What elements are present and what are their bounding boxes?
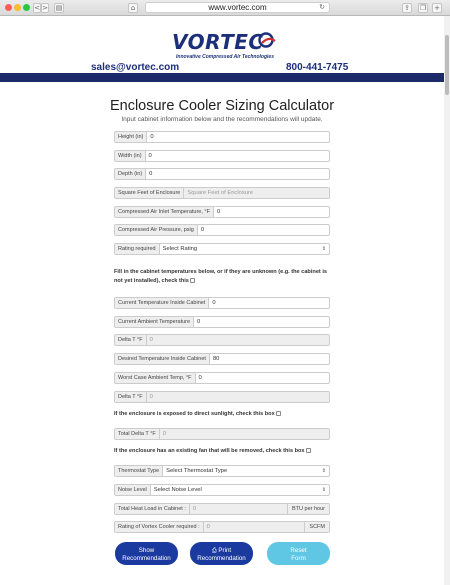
delta2-output: 0	[147, 392, 329, 402]
printer-icon: ⎙	[211, 547, 217, 554]
cooler-rating-output: 0	[204, 522, 305, 532]
heat-load-unit: BTU per hour	[287, 504, 329, 514]
browser-toolbar	[0, 0, 450, 16]
address-bar[interactable]	[145, 2, 330, 13]
total-delta-row	[114, 428, 330, 440]
close-window-icon[interactable]	[5, 4, 12, 11]
desired-inside-row	[114, 353, 330, 365]
heat-load-row	[114, 503, 330, 515]
width-label: Width (in)	[115, 151, 146, 161]
reload-icon[interactable]: ↻	[319, 3, 325, 11]
unknown-temps-checkbox[interactable]	[190, 278, 195, 283]
cooler-rating-row	[114, 521, 330, 533]
current-ambient-row	[114, 316, 330, 328]
noise-row	[114, 484, 330, 496]
header-bar	[0, 73, 444, 82]
desired-inside-input[interactable]: 80	[212, 356, 220, 362]
reset-button-line2: Form	[291, 555, 306, 562]
depth-row	[114, 168, 330, 180]
cooler-rating-unit: SCFM	[304, 522, 329, 532]
back-button[interactable]: <	[34, 4, 40, 12]
noise-select-value: Select Noise Level	[153, 487, 202, 493]
phone-number[interactable]: 800-441-7475	[286, 62, 349, 73]
pressure-label: Compressed Air Pressure, psig	[115, 225, 198, 235]
sqft-input: Square Feet of Enclosure	[184, 188, 329, 198]
cabinet-temp-note-text: Fill in the cabinet temperatures below, or if they are unknown (e.g. the cabinet is not yet installed), check this	[114, 269, 328, 284]
print-recommendation-button[interactable]	[190, 542, 253, 565]
url-text: www.vortec.com	[208, 3, 267, 12]
height-label: Height (in)	[115, 132, 147, 142]
width-input[interactable]: 0	[148, 153, 152, 159]
current-inside-label: Current Temperature Inside Cabinet	[115, 298, 209, 308]
heat-load-label: Total Heat Load in Cabinet :	[115, 504, 190, 514]
thermostat-select-value: Select Thermostat Type	[166, 468, 228, 474]
tabs-icon[interactable]: ❐	[419, 4, 427, 12]
worst-ambient-label: Worst Case Ambient Temp, °F	[115, 373, 196, 383]
cooler-rating-label: Rating of Vortex Cooler required :	[115, 522, 204, 532]
current-ambient-label: Current Ambient Temperature	[115, 317, 194, 327]
total-delta-output: 0	[160, 429, 329, 439]
rating-label: Rating required	[115, 244, 160, 254]
rating-row	[114, 243, 330, 255]
minimize-window-icon[interactable]	[14, 4, 21, 11]
cabinet-temp-note	[114, 268, 332, 286]
sunlight-note-text: If the enclosure is exposed to direct sunlight, check this box	[114, 411, 275, 417]
print-button-line2: Recommendation	[197, 555, 246, 562]
share-icon[interactable]: ⇪	[402, 3, 412, 13]
depth-input[interactable]: 0	[149, 171, 153, 177]
depth-label: Depth (in)	[115, 169, 146, 179]
fan-checkbox[interactable]	[306, 448, 311, 453]
height-row	[114, 131, 330, 143]
total-delta-label: Total Delta T °F	[115, 429, 160, 439]
worst-ambient-row	[114, 372, 330, 384]
zoom-window-icon[interactable]	[23, 4, 30, 11]
thermostat-label: Thermostat Type	[115, 466, 163, 476]
current-ambient-input[interactable]: 0	[197, 319, 201, 325]
delta1-output: 0	[147, 335, 329, 345]
delta2-row	[114, 391, 330, 403]
inlet-temp-row	[114, 206, 330, 218]
worst-ambient-input[interactable]: 0	[198, 375, 202, 381]
delta1-label: Delta T °F	[115, 335, 147, 345]
pressure-input[interactable]: 0	[200, 227, 205, 233]
reset-form-button[interactable]	[267, 542, 330, 565]
thermostat-row	[114, 465, 330, 477]
scrollbar[interactable]	[444, 16, 450, 585]
noise-label: Noise Level	[115, 485, 151, 495]
thermostat-select[interactable]	[163, 466, 329, 476]
current-inside-row	[114, 297, 330, 309]
sidebar-icon[interactable]: ▤	[55, 4, 63, 12]
forward-button[interactable]: >	[42, 4, 48, 12]
sunlight-checkbox[interactable]	[276, 411, 281, 416]
rating-select[interactable]	[160, 244, 329, 254]
noise-select[interactable]	[151, 485, 329, 495]
logo-swoosh-icon	[256, 32, 276, 48]
logo-tagline: Innovative Compressed Air Technologies	[176, 54, 274, 60]
select-arrows-icon: ⇕	[321, 487, 326, 493]
fan-note-text: If the enclosure has an existing fan that will be removed, check this box	[114, 448, 305, 454]
heat-load-output: 0	[190, 504, 287, 514]
fan-note	[114, 447, 332, 456]
inlet-temp-input[interactable]: 0	[216, 209, 221, 215]
print-button-line1: Print	[218, 547, 232, 554]
page-subtitle: Input cabinet information below and the recommendations will update.	[121, 116, 323, 123]
select-arrows-icon: ⇕	[321, 246, 326, 252]
current-inside-input[interactable]: 0	[212, 300, 216, 306]
delta1-row	[114, 334, 330, 346]
sqft-row	[114, 187, 330, 199]
delta2-label: Delta T °F	[115, 392, 147, 402]
pressure-row	[114, 224, 330, 236]
scrollbar-thumb[interactable]	[445, 35, 449, 95]
inlet-temp-label: Compressed Air Inlet Temperature, °F	[115, 207, 214, 217]
new-tab-icon[interactable]: +	[432, 3, 442, 13]
height-input[interactable]: 0	[150, 134, 154, 140]
show-button-line2: Recommendation	[122, 555, 171, 562]
reset-button-line1: Reset	[290, 547, 307, 554]
desired-inside-label: Desired Temperature Inside Cabinet	[115, 354, 210, 364]
email-link[interactable]: sales@vortec.com	[91, 62, 180, 73]
show-recommendation-button[interactable]	[115, 542, 178, 565]
sqft-label: Square Feet of Enclosure	[115, 188, 184, 198]
select-arrows-icon: ⇕	[321, 468, 326, 474]
width-row	[114, 150, 330, 162]
sunlight-note	[114, 410, 332, 419]
page-title: Enclosure Cooler Sizing Calculator	[109, 98, 335, 114]
show-button-line1: Show	[138, 547, 155, 554]
rating-select-value: Select Rating	[162, 246, 198, 252]
logo-wordmark: VORTEC	[172, 30, 264, 54]
home-icon[interactable]: ⌂	[128, 3, 138, 13]
vortec-logo[interactable]	[172, 30, 274, 64]
